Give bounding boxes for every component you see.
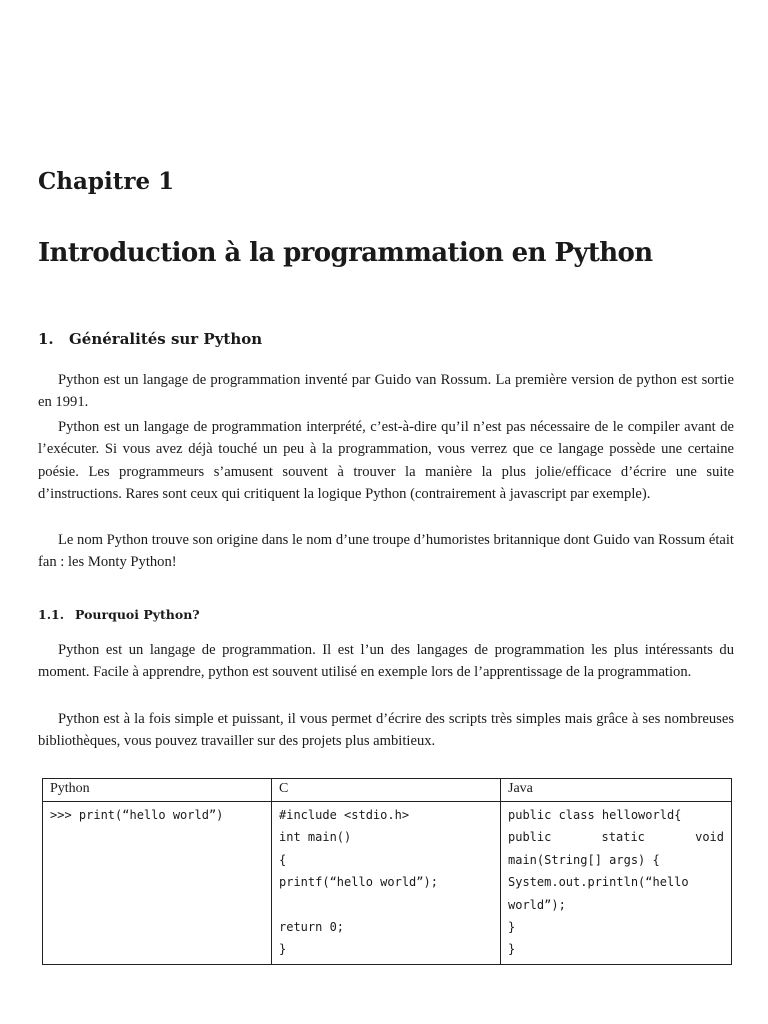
code-line: { (279, 852, 287, 867)
code-word: void (695, 830, 724, 845)
paragraph: Le nom Python trouve son origine dans le nom d’une troupe d’humoristes britannique dont Guido van Rossum était fan : les Monty Python! (38, 532, 734, 571)
subsection-number: 1.1. (38, 607, 65, 622)
table-header-cell: Java (501, 779, 732, 802)
table-header-row (43, 779, 732, 802)
table-header-cell: C (272, 779, 501, 802)
chapter-title: Introduction à la programmation en Python (38, 238, 653, 268)
chapter-label: Chapitre 1 (38, 168, 175, 195)
table-row (43, 802, 732, 965)
subsection-heading (38, 607, 200, 622)
code-line (279, 894, 493, 916)
subsection-title: Pourquoi Python? (75, 607, 200, 622)
code-word: static (601, 830, 645, 845)
code-line: >>> print(“hello world”) (50, 808, 224, 822)
section-heading (38, 330, 262, 348)
section-title: Généralités sur Python (69, 330, 263, 348)
code-line: printf(“hello world”); (279, 875, 438, 890)
code-line: #include <stdio.h> (279, 808, 410, 822)
paragraph: Python est un langage de programmation. Il est l’un des langages de programmation les plus intéressants du moment. Facile à apprendre, python est souvent utilisé en exemple lors de l’apprentissage de la programmation. (38, 642, 734, 681)
paragraph: Python est un langage de programmation inventé par Guido van Rossum. La première version de python est sortie en 1991. (38, 372, 734, 411)
paragraph: Python est un langage de programmation interprété, c’est-à-dire qu’il n’est pas nécessaire de le compiler avant de l’exécuter. Si vous avez déjà touché un peu à la programmation, vous verrez que ce langage possède une certaine poésie. Les programmeurs s’amusent souvent à trouver la manière la plus jolie/efficace d’écrire une suite d’instructions. Rares sont ceux qui critiquent la logique Python (contrairement à javascript par exemple). (38, 419, 734, 503)
paragraph: Python est à la fois simple et puissant, il vous permet d’écrire des scripts très simples mais grâce à ses nombreuses bibliothèques, vous pouvez travailler sur des projets plus ambitieux. (38, 711, 734, 750)
table-header-cell: Python (43, 779, 272, 802)
code-line: main(String[] args) { (508, 852, 660, 867)
code-line: world”); (508, 897, 566, 912)
hello-world-comparison-table (42, 778, 732, 965)
c-code-cell (272, 802, 501, 965)
python-code-cell (43, 802, 272, 965)
code-line (508, 826, 724, 848)
code-line: return 0; (279, 920, 345, 935)
code-line: public class helloworld{ (508, 808, 682, 822)
code-line: System.out.println(“hello (508, 875, 689, 890)
code-line: } (279, 942, 287, 957)
code-line: int main() (279, 830, 352, 845)
code-word: public (508, 830, 552, 845)
section-number: 1. (38, 330, 54, 348)
code-line: } (508, 920, 516, 935)
java-code-cell (501, 802, 732, 965)
code-line: } (508, 942, 516, 957)
